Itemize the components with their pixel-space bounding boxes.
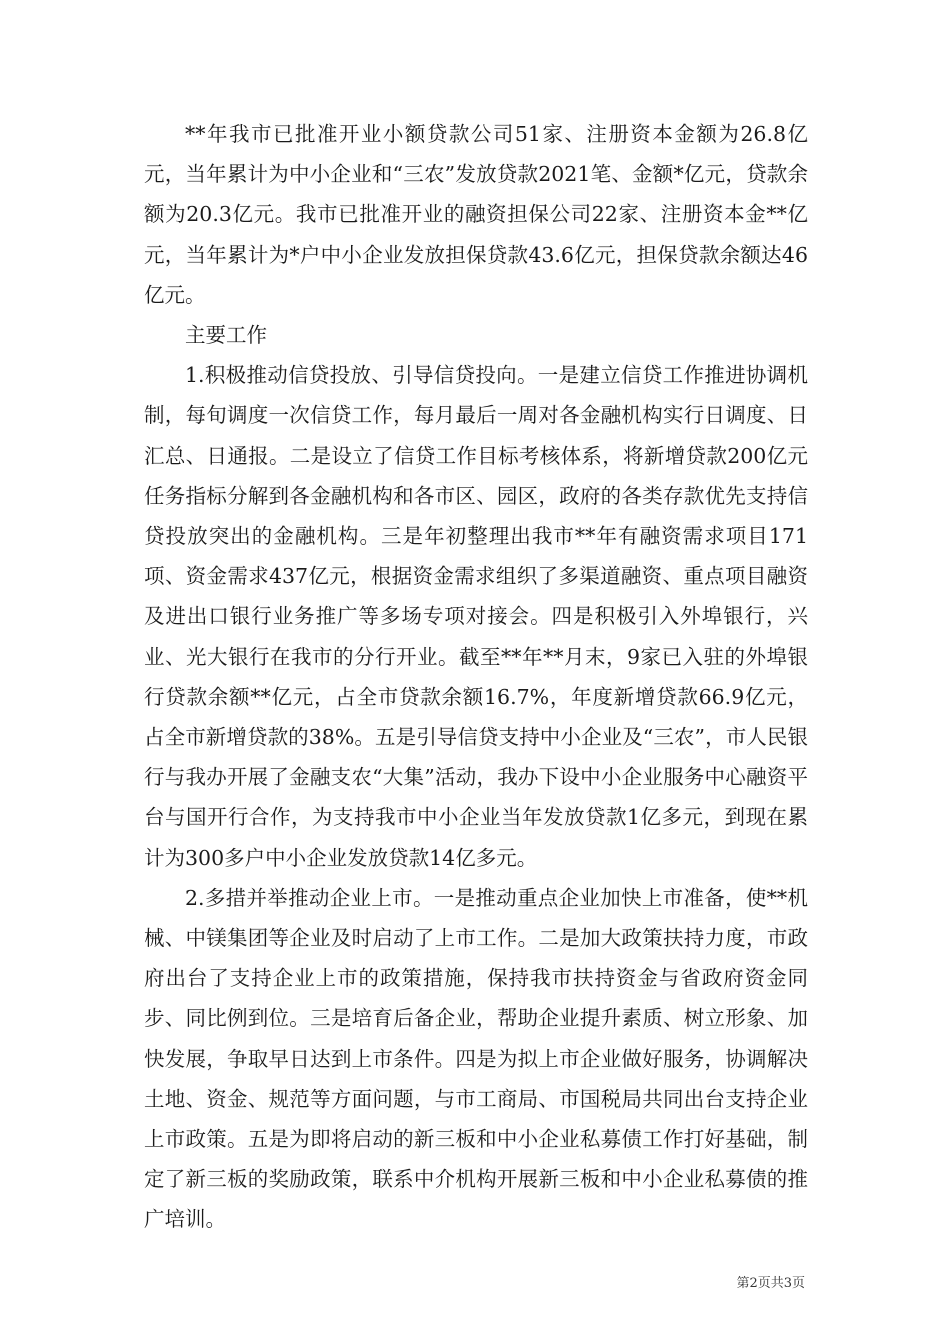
section-heading-main-work: 主要工作 <box>185 323 267 348</box>
paragraph-enterprise-listing: 2.多措并举推动企业上市。一是推动重点企业加快上市准备，使**机械、中镁集团等企业及时启动了上市工作。二是加大政策扶持力度，市政府出台了支持企业上市的政策措施，保持我市扶持资金与省政府资金同步、同比例到位。三是培育后备企业，帮助企业提升素质、树立形象、加快发展，争取早日达到上市条件。四是为拟上市企业做好服务，协调解决土地、资金、规范等方面问题，与市工商局、市国税局共同出台支持企业上市政策。五是为即将启动的新三板和中小企业私募债工作打好基础，制定了新三板的奖励政策，联系中介机构开展新三板和中小企业私募债的推广培训。 <box>144 885 808 1232</box>
paragraph-loan-summary: **年我市已批准开业小额贷款公司51家、注册资本金额为26.8亿元，当年累计为中小企业和“三农”发放贷款2021笔、金额*亿元，贷款余额为20.3亿元。我市已批准开业的融资担保公司22家、注册资本金**亿元，当年累计为*户中小企业发放担保贷款43.6亿元，担保贷款余额达46亿元。 <box>144 122 808 307</box>
page-number-footer: 第2页共3页 <box>736 1276 805 1291</box>
document-body <box>144 114 808 1240</box>
paragraph-credit-investment: 1.积极推动信贷投放、引导信贷投向。一是建立信贷工作推进协调机制，每旬调度一次信贷工作，每月最后一周对各金融机构实行日调度、日汇总、日通报。二是设立了信贷工作目标考核体系，将新增贷款200亿元任务指标分解到各金融机构和各市区、园区，政府的各类存款优先支持信贷投放突出的金融机构。三是年初整理出我市**年有融资需求项目171项、资金需求437亿元，根据资金需求组织了多渠道融资、重点项目融资及进出口银行业务推广等多场专项对接会。四是积极引入外埠银行，兴业、光大银行在我市的分行开业。截至**年**月末，9家已入驻的外埠银行贷款余额**亿元，占全市贷款余额16.7%，年度新增贷款66.9亿元，占全市新增贷款的38%。五是引导信贷支持中小企业及“三农”，市人民银行与我办开展了金融支农“大集”活动，我办下设中小企业服务中心融资平台与国开行合作，为支持我市中小企业当年发放贷款1亿多元，到现在累计为300多户中小企业发放贷款14亿多元。 <box>144 363 808 870</box>
